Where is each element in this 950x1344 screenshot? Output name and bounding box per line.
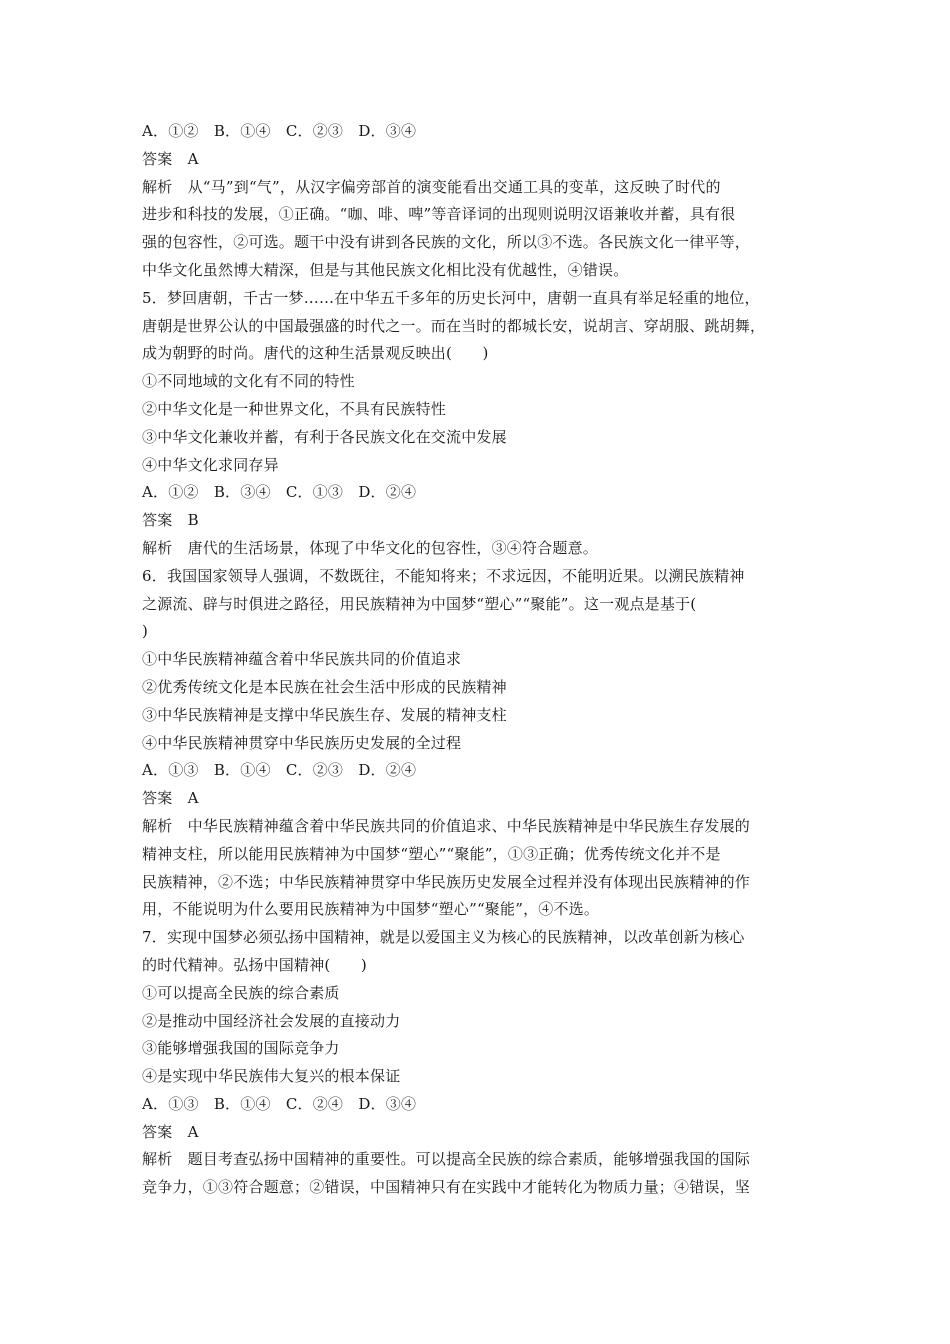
options-line-q5: A．①② B．③④ C．①③ D．②④ bbox=[142, 483, 417, 502]
question-6-item-4: ④中华民族精神贯穿中华民族历史发展的全过程 bbox=[142, 733, 462, 752]
question-7-line-2: 的时代精神。弘扬中国精神( ) bbox=[142, 955, 367, 974]
document-body bbox=[142, 118, 812, 1202]
question-5-item-3: ③中华文化兼收并蓄，有利于各民族文化在交流中发展 bbox=[142, 427, 507, 446]
question-7-item-2: ②是推动中国经济社会发展的直接动力 bbox=[142, 1011, 401, 1030]
question-5-item-2: ②中华文化是一种世界文化，不具有民族特性 bbox=[142, 399, 447, 418]
answer-line-q5: 答案 B bbox=[142, 511, 199, 530]
question-7-line-1: 7．实现中国梦必须弘扬中国精神，就是以爱国主义为核心的民族精神，以改革创新为核心 bbox=[142, 928, 745, 947]
answer-line-q7: 答案 A bbox=[142, 1122, 199, 1141]
analysis-line-q4-2: 进步和科技的发展，①正确。“咖、啡、啤”等音译词的出现则说明汉语兼收并蓄，具有很 bbox=[142, 205, 736, 224]
analysis-line-q5-1: 解析 唐代的生活场景，体现了中华文化的包容性，③④符合题意。 bbox=[142, 538, 599, 557]
question-5-item-1: ①不同地域的文化有不同的特性 bbox=[142, 372, 355, 391]
question-6-line-1: 6．我国国家领导人强调，不数既往，不能知将来；不求远因，不能明近果。以溯民族精神 bbox=[142, 566, 745, 585]
question-6-item-1: ①中华民族精神蕴含着中华民族共同的价值追求 bbox=[142, 650, 462, 669]
question-7-item-1: ①可以提高全民族的综合素质 bbox=[142, 983, 340, 1002]
options-line-q7: A．①③ B．①④ C．②④ D．③④ bbox=[142, 1094, 417, 1113]
analysis-line-q7-1: 解析 题目考查弘扬中国精神的重要性。可以提高全民族的综合素质，能够增强我国的国际 bbox=[142, 1150, 751, 1169]
question-6-line-3: ) bbox=[142, 622, 149, 641]
question-7-item-3: ③能够增强我国的国际竞争力 bbox=[142, 1039, 340, 1058]
analysis-line-q7-2: 竞争力，①③符合题意；②错误，中国精神只有在实践中才能转化为物质力量；④错误，坚 bbox=[142, 1178, 751, 1197]
answer-line-q4: 答案 A bbox=[142, 149, 199, 168]
analysis-line-q4-1: 解析 从“马”到“气”，从汉字偏旁部首的演变能看出交通工具的变革，这反映了时代的 bbox=[142, 177, 721, 196]
question-5-line-1: 5．梦回唐朝，千古一梦……在中华五千多年的历史长河中，唐朝一直具有举足轻重的地位， bbox=[142, 288, 760, 307]
analysis-line-q6-3: 民族精神，②不选；中华民族精神贯穿中华民族历史发展全过程并没有体现出民族精神的作 bbox=[142, 872, 751, 891]
options-line-q4: A．①② B．①④ C．②③ D．③④ bbox=[142, 122, 417, 140]
options-line-q6: A．①③ B．①④ C．②③ D．②④ bbox=[142, 761, 417, 780]
question-5-line-2: 唐朝是世界公认的中国最强盛的时代之一。而在当时的都城长安，说胡言、穿胡服、跳胡舞， bbox=[142, 316, 766, 335]
question-6-item-3: ③中华民族精神是支撑中华民族生存、发展的精神支柱 bbox=[142, 705, 507, 724]
analysis-line-q6-4: 用，不能说明为什么要用民族精神为中国梦“塑心”“聚能”，④不选。 bbox=[142, 900, 600, 919]
analysis-line-q4-4: 中华文化虽然博大精深，但是与其他民族文化相比没有优越性，④错误。 bbox=[142, 260, 629, 279]
answer-line-q6: 答案 A bbox=[142, 789, 199, 808]
question-5-item-4: ④中华文化求同存异 bbox=[142, 455, 279, 474]
analysis-line-q6-2: 精神支柱，所以能用民族精神为中国梦“塑心”“聚能”，①③正确；优秀传统文化并不是 bbox=[142, 844, 721, 863]
analysis-line-q4-3: 强的包容性，②可选。题干中没有讲到各民族的文化，所以③不选。各民族文化一律平等， bbox=[142, 233, 751, 252]
analysis-line-q6-1: 解析 中华民族精神蕴含着中华民族共同的价值追求、中华民族精神是中华民族生存发展的 bbox=[142, 816, 751, 835]
question-6-line-2: 之源流、辟与时俱进之路径，用民族精神为中国梦“塑心”“聚能”。这一观点是基于( bbox=[142, 594, 697, 613]
question-6-item-2: ②优秀传统文化是本民族在社会生活中形成的民族精神 bbox=[142, 677, 507, 696]
question-5-line-3: 成为朝野的时尚。唐代的这种生活景观反映出( ) bbox=[142, 344, 489, 363]
question-7-item-4: ④是实现中华民族伟大复兴的根本保证 bbox=[142, 1067, 401, 1086]
